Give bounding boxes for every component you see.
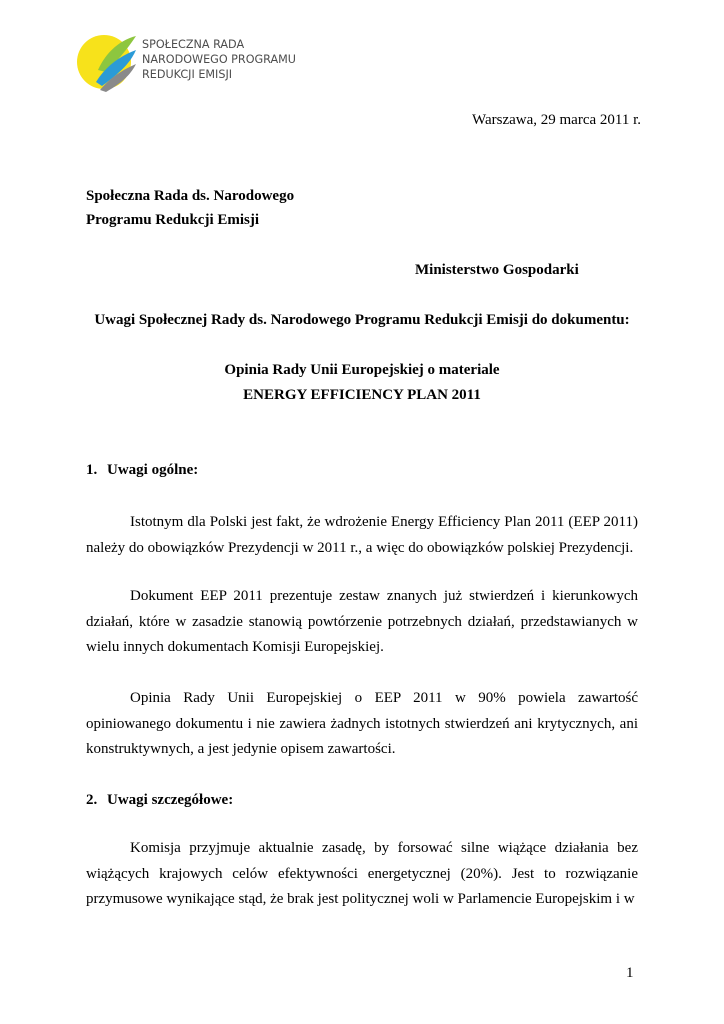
logo-text-line-1: SPOŁECZNA RADA: [142, 38, 245, 51]
letter-subject: Uwagi Społecznej Rady ds. Narodowego Programu Redukcji Emisji do dokumentu:: [94, 312, 630, 328]
logo-emblem-icon: [76, 30, 138, 94]
section-title: Uwagi ogólne:: [107, 462, 199, 478]
page-number: 1: [626, 965, 634, 981]
logo-text: [142, 37, 296, 82]
document-title-line-1: Opinia Rady Unii Europejskiej o materiale: [224, 362, 500, 378]
section-heading: [86, 461, 198, 479]
paragraph: Istotnym dla Polski jest fakt, że wdrożenie Energy Efficiency Plan 2011 (EEP 2011) należy do obowiązków Prezydencji w 2011 r., a więc do obowiązków polskiej Prezydencji.: [86, 514, 638, 556]
section-number: 2.: [86, 792, 98, 808]
recipient: Ministerstwo Gospodarki: [415, 262, 579, 278]
sender-line-2: Programu Redukcji Emisji: [86, 212, 260, 228]
section-heading: [86, 791, 233, 809]
section-title: Uwagi szczegółowe:: [107, 792, 234, 808]
paragraph: Komisja przyjmuje aktualnie zasadę, by forsować silne wiążące działania bez wiążących krajowych celów efektywności energetycznej (20%). Jest to rozwiązanie przymusowe wynikające stąd, że brak jest politycznej woli w Parlamencie Europejskim i w: [86, 840, 638, 907]
section-number: 1.: [86, 462, 98, 478]
letter-date: Warszawa, 29 marca 2011 r.: [472, 112, 641, 128]
paragraph: Dokument EEP 2011 prezentuje zestaw znanych już stwierdzeń i kierunkowych działań, które w zasadzie stanowią powtórzenie potrzebnych działań, przedstawianych w wielu innych dokumentach Komisji Europejskiej.: [86, 588, 638, 655]
paragraph: Opinia Rady Unii Europejskiej o EEP 2011 w 90% powiela zawartość opiniowanego dokumentu i nie zawiera żadnych istotnych stwierdzeń ani krytycznych, ani konstruktywnych, a jest jedynie opisem zawartości.: [86, 690, 638, 757]
logo-text-line-2: NARODOWEGO PROGRAMU: [142, 53, 296, 66]
sender-line-1: Społeczna Rada ds. Narodowego: [86, 188, 295, 204]
logo-text-line-3: REDUKCJI EMISJI: [142, 68, 233, 81]
organization-logo: [76, 30, 306, 94]
document-title-line-2: ENERGY EFFICIENCY PLAN 2011: [243, 387, 481, 403]
